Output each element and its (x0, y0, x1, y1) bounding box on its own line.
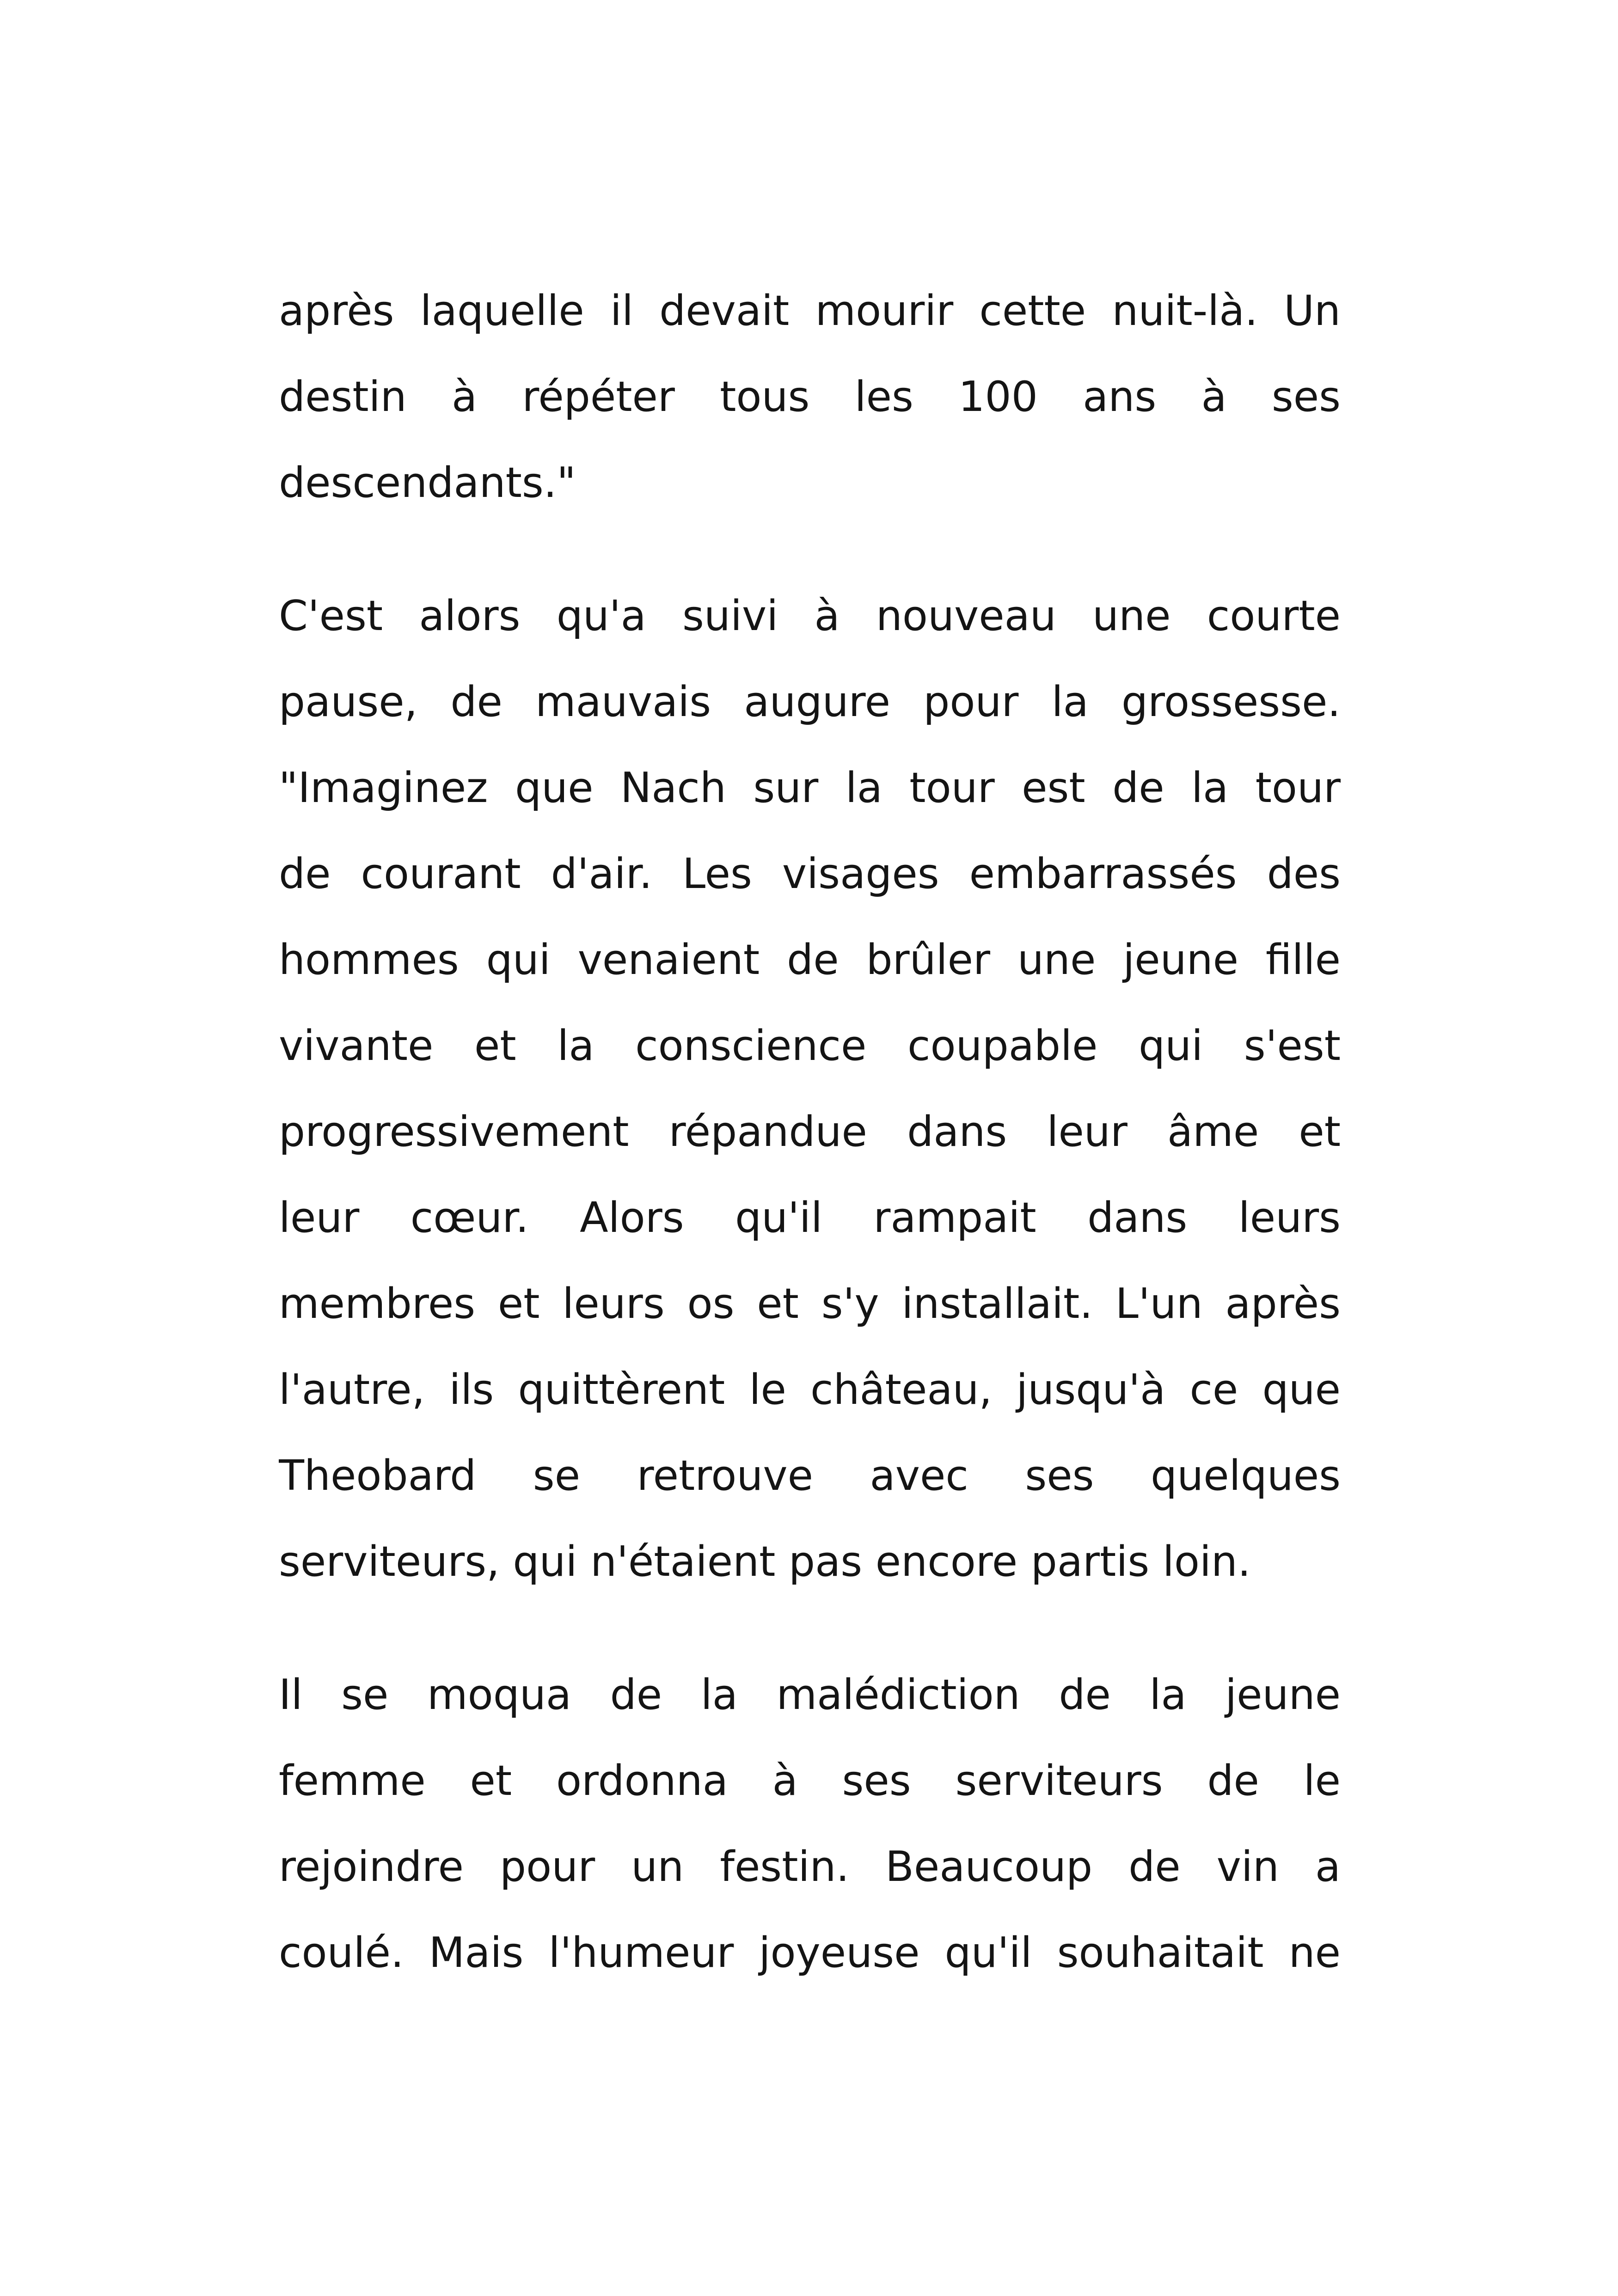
text-line: de courant d'air. Les visages embarrassés des (279, 850, 1341, 898)
body-text (279, 268, 1341, 2043)
text-line: descendants." (279, 459, 576, 507)
paragraph-1 (279, 268, 1341, 526)
text-line: C'est alors qu'a suivi à nouveau une courte (279, 592, 1341, 640)
paragraph-3 (279, 1652, 1341, 1996)
text-line: serviteurs, qui n'étaient pas encore partis loin. (279, 1537, 1251, 1586)
text-line: leur cœur. Alors qu'il rampait dans leurs (279, 1194, 1341, 1242)
paragraph-2 (279, 573, 1341, 1605)
text-line: l'autre, ils quittèrent le château, jusqu'à ce que (279, 1365, 1341, 1414)
text-line: progressivement répandue dans leur âme et (279, 1108, 1341, 1156)
text-line: rejoindre pour un festin. Beaucoup de vin a (279, 1843, 1341, 1891)
text-line: après laquelle il devait mourir cette nuit-là. Un (279, 287, 1341, 335)
text-line: femme et ordonna à ses serviteurs de le (279, 1757, 1341, 1805)
text-line: membres et leurs os et s'y installait. L'un après (279, 1280, 1341, 1328)
text-line: vivante et la conscience coupable qui s'est (279, 1022, 1341, 1070)
text-line: destin à répéter tous les 100 ans à ses (279, 373, 1341, 421)
text-line: Theobard se retrouve avec ses quelques (279, 1451, 1341, 1500)
text-line: pause, de mauvais augure pour la grossesse. (279, 678, 1341, 726)
text-line: "Imaginez que Nach sur la tour est de la tour (279, 764, 1341, 812)
text-line: hommes qui venaient de brûler une jeune fille (279, 936, 1341, 984)
text-line: coulé. Mais l'humeur joyeuse qu'il souhaitait ne (279, 1929, 1341, 1977)
text-line: Il se moqua de la malédiction de la jeune (279, 1671, 1341, 1719)
